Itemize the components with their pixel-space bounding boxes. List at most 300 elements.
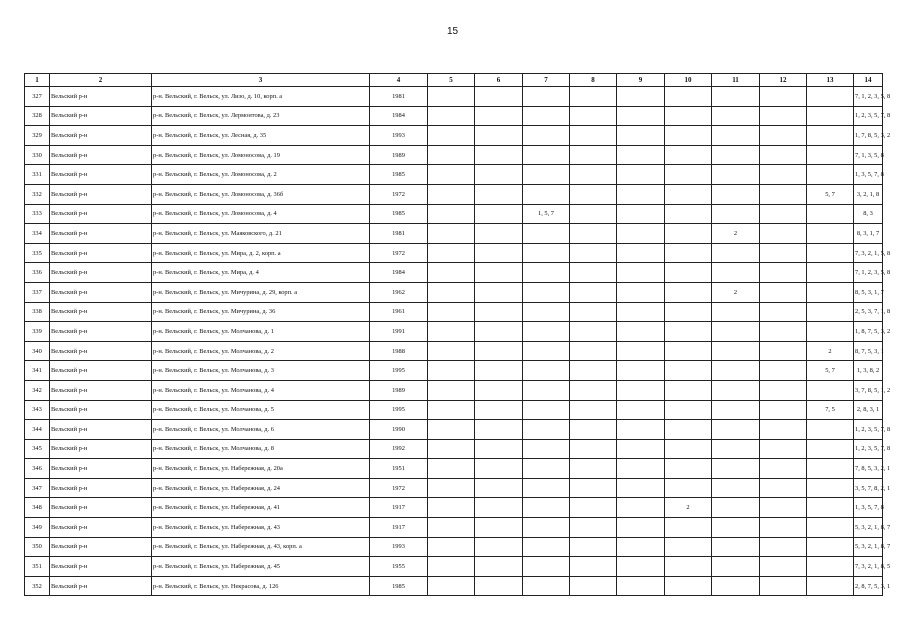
col-7-cell xyxy=(523,126,570,146)
row-number: 334 xyxy=(25,224,50,244)
table-row xyxy=(25,380,883,400)
row-number: 337 xyxy=(25,282,50,302)
col-8-cell xyxy=(570,184,617,204)
col-7-cell xyxy=(523,224,570,244)
col-9-cell xyxy=(617,322,665,342)
year-cell: 1989 xyxy=(370,145,428,165)
col-12-cell xyxy=(760,302,807,322)
col-7-cell: 1, 5, 7 xyxy=(523,204,570,224)
col-14-cell: 7, 8, 5, 3, 2, 1 xyxy=(854,459,883,479)
col-12-cell xyxy=(760,322,807,342)
district-cell: Вельский р-н xyxy=(50,518,152,538)
column-header-7: 7 xyxy=(523,74,570,87)
col-8-cell xyxy=(570,165,617,185)
col-9-cell xyxy=(617,537,665,557)
table-row xyxy=(25,106,883,126)
col-6-cell xyxy=(475,165,523,185)
col-5-cell xyxy=(428,439,475,459)
col-13-cell xyxy=(807,263,854,283)
col-14-cell: 1, 3, 5, 7, 8 xyxy=(854,498,883,518)
col-13-cell xyxy=(807,243,854,263)
col-5-cell xyxy=(428,400,475,420)
col-14-cell: 5, 3, 2, 1, 8, 7 xyxy=(854,537,883,557)
address-cell: р-н. Вельский, г. Вельск, ул. Набережная, д. 45 xyxy=(152,557,370,577)
col-10-cell xyxy=(665,106,712,126)
col-9-cell xyxy=(617,87,665,107)
col-12-cell xyxy=(760,243,807,263)
col-13-cell: 2 xyxy=(807,341,854,361)
col-12-cell xyxy=(760,87,807,107)
col-8-cell xyxy=(570,302,617,322)
col-14-cell: 1, 7, 8, 5, 3, 2 xyxy=(854,126,883,146)
col-12-cell xyxy=(760,341,807,361)
address-cell: р-н. Вельский, г. Вельск, ул. Ломоносова, д. 36б xyxy=(152,184,370,204)
col-12-cell xyxy=(760,165,807,185)
col-10-cell xyxy=(665,126,712,146)
col-14-cell: 2, 8, 7, 5, 3, 1 xyxy=(854,576,883,596)
col-7-cell xyxy=(523,557,570,577)
year-cell: 1917 xyxy=(370,518,428,538)
col-13-cell xyxy=(807,518,854,538)
address-cell: р-н. Вельский, г. Вельск, ул. Молчанова, д. 3 xyxy=(152,361,370,381)
row-number: 344 xyxy=(25,420,50,440)
address-cell: р-н. Вельский, г. Вельск, ул. Маяковского, д. 21 xyxy=(152,224,370,244)
col-14-cell: 3, 2, 1, 8 xyxy=(854,184,883,204)
year-cell: 1917 xyxy=(370,498,428,518)
district-cell: Вельский р-н xyxy=(50,537,152,557)
col-14-cell: 8, 3, 1, 7 xyxy=(854,224,883,244)
col-11-cell xyxy=(712,576,760,596)
col-11-cell xyxy=(712,322,760,342)
column-header-4: 4 xyxy=(370,74,428,87)
row-number: 341 xyxy=(25,361,50,381)
year-cell: 1985 xyxy=(370,165,428,185)
year-cell: 1984 xyxy=(370,263,428,283)
col-10-cell xyxy=(665,282,712,302)
district-cell: Вельский р-н xyxy=(50,204,152,224)
col-5-cell xyxy=(428,322,475,342)
col-5-cell xyxy=(428,243,475,263)
column-header-3: 3 xyxy=(152,74,370,87)
col-12-cell xyxy=(760,420,807,440)
col-6-cell xyxy=(475,361,523,381)
col-11-cell xyxy=(712,537,760,557)
col-12-cell xyxy=(760,518,807,538)
district-cell: Вельский р-н xyxy=(50,243,152,263)
row-number: 339 xyxy=(25,322,50,342)
col-7-cell xyxy=(523,87,570,107)
column-header-1: 1 xyxy=(25,74,50,87)
table-row xyxy=(25,420,883,440)
col-11-cell xyxy=(712,420,760,440)
col-10-cell xyxy=(665,459,712,479)
col-13-cell xyxy=(807,557,854,577)
district-cell: Вельский р-н xyxy=(50,400,152,420)
col-14-cell: 1, 2, 3, 5, 7, 8 xyxy=(854,439,883,459)
col-6-cell xyxy=(475,302,523,322)
table-row xyxy=(25,341,883,361)
col-12-cell xyxy=(760,400,807,420)
row-number: 332 xyxy=(25,184,50,204)
col-14-cell: 8, 5, 3, 1, 7 xyxy=(854,282,883,302)
address-cell: р-н. Вельский, г. Вельск, ул. Лизо, д. 10, корп. а xyxy=(152,87,370,107)
year-cell: 1991 xyxy=(370,322,428,342)
col-14-cell: 7, 3, 2, 1, 8, 5 xyxy=(854,557,883,577)
district-cell: Вельский р-н xyxy=(50,361,152,381)
table-row xyxy=(25,537,883,557)
col-13-cell xyxy=(807,302,854,322)
col-10-cell xyxy=(665,557,712,577)
col-6-cell xyxy=(475,576,523,596)
table-row xyxy=(25,557,883,577)
district-cell: Вельский р-н xyxy=(50,224,152,244)
column-header-9: 9 xyxy=(617,74,665,87)
table-row xyxy=(25,184,883,204)
col-7-cell xyxy=(523,361,570,381)
address-cell: р-н. Вельский, г. Вельск, ул. Молчанова, д. 1 xyxy=(152,322,370,342)
year-cell: 1989 xyxy=(370,380,428,400)
col-8-cell xyxy=(570,557,617,577)
col-13-cell xyxy=(807,106,854,126)
col-5-cell xyxy=(428,380,475,400)
col-12-cell xyxy=(760,204,807,224)
col-5-cell xyxy=(428,576,475,596)
district-cell: Вельский р-н xyxy=(50,439,152,459)
address-cell: р-н. Вельский, г. Вельск, ул. Лермонтова, д. 23 xyxy=(152,106,370,126)
col-6-cell xyxy=(475,243,523,263)
col-14-cell: 1, 3, 5, 7, 8 xyxy=(854,165,883,185)
col-9-cell xyxy=(617,126,665,146)
col-9-cell xyxy=(617,165,665,185)
col-12-cell xyxy=(760,224,807,244)
table-row xyxy=(25,145,883,165)
col-5-cell xyxy=(428,87,475,107)
col-13-cell xyxy=(807,380,854,400)
table-row xyxy=(25,126,883,146)
col-8-cell xyxy=(570,400,617,420)
col-13-cell xyxy=(807,576,854,596)
address-cell: р-н. Вельский, г. Вельск, ул. Молчанова, д. 2 xyxy=(152,341,370,361)
col-14-cell: 7, 1, 2, 3, 5, 8 xyxy=(854,87,883,107)
address-cell: р-н. Вельский, г. Вельск, ул. Молчанова, д. 6 xyxy=(152,420,370,440)
col-11-cell: 2 xyxy=(712,282,760,302)
column-header-8: 8 xyxy=(570,74,617,87)
year-cell: 1995 xyxy=(370,400,428,420)
col-8-cell xyxy=(570,282,617,302)
address-cell: р-н. Вельский, г. Вельск, ул. Набережная, д. 24 xyxy=(152,478,370,498)
col-10-cell xyxy=(665,165,712,185)
col-12-cell xyxy=(760,184,807,204)
col-6-cell xyxy=(475,184,523,204)
table-row xyxy=(25,498,883,518)
col-11-cell xyxy=(712,243,760,263)
col-7-cell xyxy=(523,439,570,459)
col-12-cell xyxy=(760,557,807,577)
col-11-cell xyxy=(712,145,760,165)
table-row xyxy=(25,282,883,302)
col-8-cell xyxy=(570,145,617,165)
col-8-cell xyxy=(570,263,617,283)
row-number: 346 xyxy=(25,459,50,479)
col-9-cell xyxy=(617,224,665,244)
year-cell: 1993 xyxy=(370,126,428,146)
district-cell: Вельский р-н xyxy=(50,302,152,322)
header-row xyxy=(25,74,883,87)
col-12-cell xyxy=(760,537,807,557)
district-cell: Вельский р-н xyxy=(50,184,152,204)
col-5-cell xyxy=(428,557,475,577)
col-8-cell xyxy=(570,478,617,498)
col-10-cell xyxy=(665,400,712,420)
col-13-cell xyxy=(807,204,854,224)
col-6-cell xyxy=(475,126,523,146)
column-header-12: 12 xyxy=(760,74,807,87)
col-11-cell xyxy=(712,263,760,283)
col-7-cell xyxy=(523,263,570,283)
col-11-cell xyxy=(712,380,760,400)
year-cell: 1995 xyxy=(370,361,428,381)
address-cell: р-н. Вельский, г. Вельск, ул. Молчанова, д. 5 xyxy=(152,400,370,420)
col-7-cell xyxy=(523,243,570,263)
address-cell: р-н. Вельский, г. Вельск, ул. Молчанова, д. 8 xyxy=(152,439,370,459)
col-14-cell: 1, 3, 8, 2 xyxy=(854,361,883,381)
district-cell: Вельский р-н xyxy=(50,165,152,185)
col-11-cell xyxy=(712,478,760,498)
address-cell: р-н. Вельский, г. Вельск, ул. Мира, д. 4 xyxy=(152,263,370,283)
row-number: 349 xyxy=(25,518,50,538)
col-9-cell xyxy=(617,302,665,322)
col-13-cell: 5, 7 xyxy=(807,184,854,204)
column-header-14: 14 xyxy=(854,74,883,87)
col-5-cell xyxy=(428,204,475,224)
table-header xyxy=(25,74,883,87)
table-body xyxy=(25,87,891,596)
col-13-cell xyxy=(807,224,854,244)
year-cell: 1972 xyxy=(370,243,428,263)
col-6-cell xyxy=(475,341,523,361)
col-11-cell xyxy=(712,400,760,420)
col-9-cell xyxy=(617,361,665,381)
col-14-cell: 1, 2, 3, 5, 7, 8 xyxy=(854,420,883,440)
col-8-cell xyxy=(570,224,617,244)
col-7-cell xyxy=(523,322,570,342)
col-14-cell: 5, 3, 2, 1, 8, 7 xyxy=(854,518,883,538)
col-9-cell xyxy=(617,263,665,283)
col-7-cell xyxy=(523,106,570,126)
col-5-cell xyxy=(428,459,475,479)
col-12-cell xyxy=(760,439,807,459)
district-cell: Вельский р-н xyxy=(50,87,152,107)
col-7-cell xyxy=(523,165,570,185)
col-5-cell xyxy=(428,498,475,518)
address-cell: р-н. Вельский, г. Вельск, ул. Ломоносова, д. 2 xyxy=(152,165,370,185)
col-13-cell: 7, 5 xyxy=(807,400,854,420)
col-14-cell: 2, 5, 3, 7, 1, 8 xyxy=(854,302,883,322)
col-12-cell xyxy=(760,126,807,146)
col-12-cell xyxy=(760,361,807,381)
col-6-cell xyxy=(475,145,523,165)
col-6-cell xyxy=(475,380,523,400)
col-9-cell xyxy=(617,282,665,302)
col-5-cell xyxy=(428,184,475,204)
col-10-cell xyxy=(665,341,712,361)
table-row xyxy=(25,459,883,479)
row-number: 330 xyxy=(25,145,50,165)
district-cell: Вельский р-н xyxy=(50,557,152,577)
col-8-cell xyxy=(570,439,617,459)
col-8-cell xyxy=(570,341,617,361)
col-8-cell xyxy=(570,420,617,440)
table-row xyxy=(25,361,883,381)
col-6-cell xyxy=(475,439,523,459)
col-13-cell xyxy=(807,459,854,479)
col-7-cell xyxy=(523,282,570,302)
col-6-cell xyxy=(475,224,523,244)
table-row xyxy=(25,439,883,459)
col-13-cell xyxy=(807,165,854,185)
col-6-cell xyxy=(475,204,523,224)
column-header-13: 13 xyxy=(807,74,854,87)
district-cell: Вельский р-н xyxy=(50,478,152,498)
col-10-cell xyxy=(665,322,712,342)
col-8-cell xyxy=(570,87,617,107)
col-13-cell xyxy=(807,126,854,146)
col-5-cell xyxy=(428,341,475,361)
col-12-cell xyxy=(760,478,807,498)
row-number: 343 xyxy=(25,400,50,420)
col-8-cell xyxy=(570,380,617,400)
col-8-cell xyxy=(570,243,617,263)
col-7-cell xyxy=(523,478,570,498)
col-6-cell xyxy=(475,322,523,342)
col-9-cell xyxy=(617,498,665,518)
col-11-cell xyxy=(712,439,760,459)
col-10-cell: 2 xyxy=(665,498,712,518)
table-row xyxy=(25,224,883,244)
col-13-cell xyxy=(807,478,854,498)
col-6-cell xyxy=(475,478,523,498)
address-cell: р-н. Вельский, г. Вельск, ул. Ломоносова, д. 4 xyxy=(152,204,370,224)
col-7-cell xyxy=(523,145,570,165)
col-13-cell: 5, 7 xyxy=(807,361,854,381)
address-cell: р-н. Вельский, г. Вельск, ул. Мичурина, д. 29, корп. а xyxy=(152,282,370,302)
col-9-cell xyxy=(617,106,665,126)
col-14-cell: 7, 1, 2, 3, 5, 8 xyxy=(854,263,883,283)
col-12-cell xyxy=(760,263,807,283)
col-14-cell: 1, 8, 7, 5, 3, 2 xyxy=(854,322,883,342)
col-10-cell xyxy=(665,302,712,322)
col-6-cell xyxy=(475,282,523,302)
year-cell: 1984 xyxy=(370,106,428,126)
col-8-cell xyxy=(570,518,617,538)
table-row xyxy=(25,478,883,498)
col-7-cell xyxy=(523,341,570,361)
col-5-cell xyxy=(428,361,475,381)
col-12-cell xyxy=(760,145,807,165)
column-header-2: 2 xyxy=(50,74,152,87)
col-6-cell xyxy=(475,106,523,126)
year-cell: 1981 xyxy=(370,224,428,244)
row-number: 350 xyxy=(25,537,50,557)
col-13-cell xyxy=(807,282,854,302)
col-14-cell: 8, 7, 5, 3, 1 xyxy=(854,341,883,361)
col-12-cell xyxy=(760,380,807,400)
col-10-cell xyxy=(665,439,712,459)
col-8-cell xyxy=(570,498,617,518)
col-14-cell: 3, 5, 7, 8, 2, 1 xyxy=(854,478,883,498)
row-number: 352 xyxy=(25,576,50,596)
table-row xyxy=(25,87,883,107)
year-cell: 1990 xyxy=(370,420,428,440)
col-11-cell xyxy=(712,341,760,361)
col-14-cell: 7, 1, 3, 5, 8 xyxy=(854,145,883,165)
col-11-cell xyxy=(712,361,760,381)
col-10-cell xyxy=(665,361,712,381)
row-number: 340 xyxy=(25,341,50,361)
col-9-cell xyxy=(617,400,665,420)
table-row xyxy=(25,263,883,283)
row-number: 335 xyxy=(25,243,50,263)
district-cell: Вельский р-н xyxy=(50,282,152,302)
page-number: 15 xyxy=(446,26,459,37)
col-8-cell xyxy=(570,106,617,126)
district-cell: Вельский р-н xyxy=(50,106,152,126)
col-5-cell xyxy=(428,420,475,440)
year-cell: 1951 xyxy=(370,459,428,479)
year-cell: 1972 xyxy=(370,478,428,498)
year-cell: 1985 xyxy=(370,576,428,596)
col-7-cell xyxy=(523,184,570,204)
year-cell: 1961 xyxy=(370,302,428,322)
table-row xyxy=(25,165,883,185)
district-cell: Вельский р-н xyxy=(50,380,152,400)
col-14-cell: 3, 7, 8, 5, 1, 2 xyxy=(854,380,883,400)
col-9-cell xyxy=(617,243,665,263)
col-13-cell xyxy=(807,145,854,165)
col-7-cell xyxy=(523,302,570,322)
col-7-cell xyxy=(523,400,570,420)
col-12-cell xyxy=(760,459,807,479)
column-header-6: 6 xyxy=(475,74,523,87)
column-header-10: 10 xyxy=(665,74,712,87)
row-number: 329 xyxy=(25,126,50,146)
district-cell: Вельский р-н xyxy=(50,341,152,361)
col-14-cell: 2, 8, 3, 1 xyxy=(854,400,883,420)
col-8-cell xyxy=(570,576,617,596)
address-cell: р-н. Вельский, г. Вельск, ул. Набережная, д. 43, корп. а xyxy=(152,537,370,557)
col-8-cell xyxy=(570,537,617,557)
col-7-cell xyxy=(523,380,570,400)
col-13-cell xyxy=(807,322,854,342)
year-cell: 1993 xyxy=(370,537,428,557)
col-5-cell xyxy=(428,518,475,538)
col-6-cell xyxy=(475,518,523,538)
row-number: 331 xyxy=(25,165,50,185)
col-9-cell xyxy=(617,420,665,440)
col-5-cell xyxy=(428,165,475,185)
col-9-cell xyxy=(617,341,665,361)
year-cell: 1981 xyxy=(370,87,428,107)
row-number: 347 xyxy=(25,478,50,498)
col-8-cell xyxy=(570,361,617,381)
col-9-cell xyxy=(617,184,665,204)
col-6-cell xyxy=(475,537,523,557)
col-11-cell xyxy=(712,459,760,479)
row-number: 345 xyxy=(25,439,50,459)
col-8-cell xyxy=(570,322,617,342)
col-11-cell xyxy=(712,184,760,204)
col-9-cell xyxy=(617,557,665,577)
